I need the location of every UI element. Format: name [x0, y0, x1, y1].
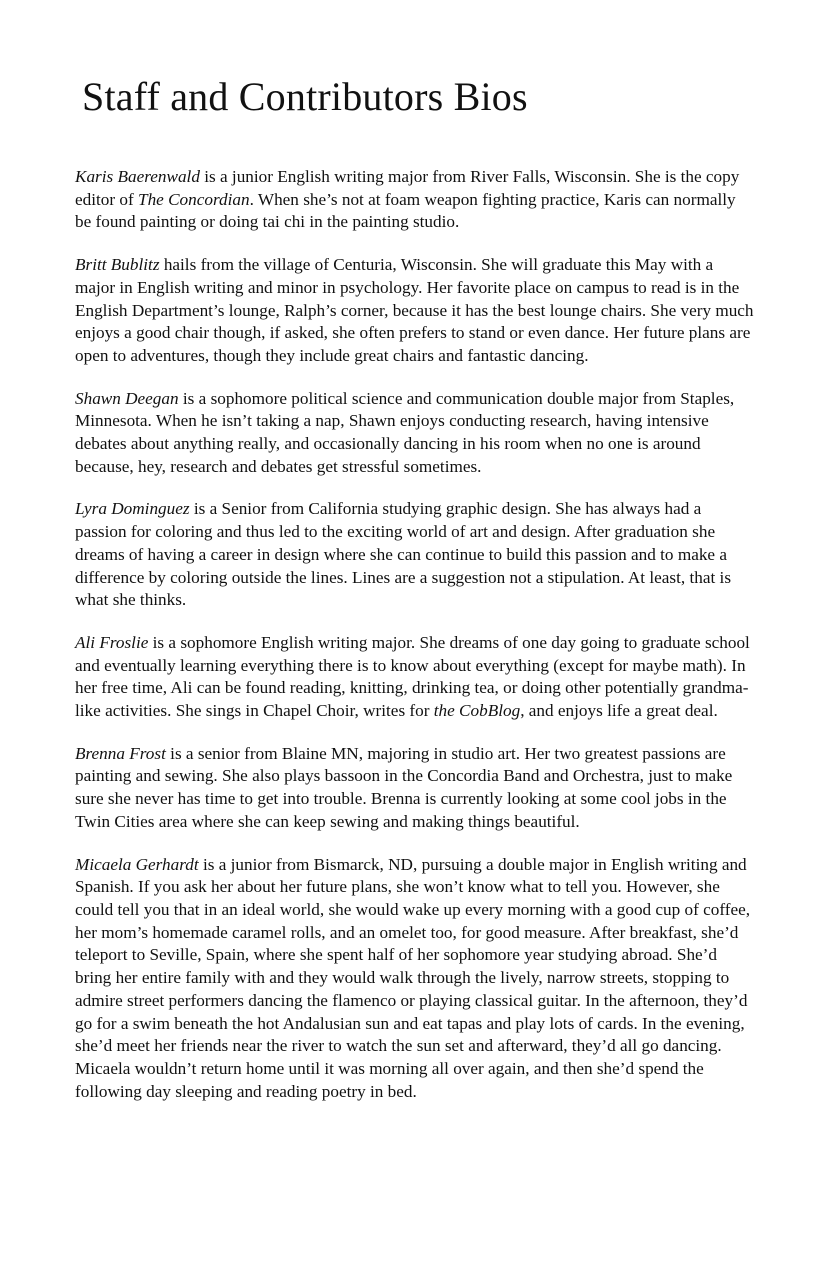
bio-text: is a junior English writing major from River Falls, Wisconsin. She is the copy editor of: [75, 167, 740, 209]
bio-paragraph: [75, 254, 755, 368]
bio-text: is a senior from Blaine MN, majoring in studio art. Her two greatest passions are painting and sewing. She also plays bassoon in the Concordia Band and Orchestra, just to make sure she never has time to get into trouble. Brenna is currently looking at some cool jobs in the Twin Cities area where she can keep sewing and making things beautiful.: [75, 743, 733, 831]
bio-name: Ali Froslie: [75, 632, 149, 652]
bio-name: Brenna Frost: [75, 743, 166, 763]
bio-paragraph: [75, 166, 755, 234]
bio-text: hails from the village of Centuria, Wisconsin. She will graduate this May with a major in English writing and minor in psychology. Her favorite place on campus to read is in the English Department’s lounge, Ralph’s corner, because it has the best lounge chairs. She very much enjoys a good chair though, if asked, she often prefers to stand or even dance. Her future plans are open to adventures, though they include great chairs and fantastic dancing.: [75, 255, 754, 365]
bio-name: Micaela Gerhardt: [75, 854, 199, 874]
bio-paragraph: [75, 498, 755, 612]
bio-text: is a junior from Bismarck, ND, pursuing a double major in English writing and Spanish. If you ask her about her future plans, she won’t know what to tell you. However, she could tell you that in an ideal world, she would wake up every morning with a good cup of coffee, her mom’s homemade caramel rolls, and an omelet too, for good measure. After breakfast, she’d teleport to Seville, Spain, where she spent half of her sophomore year studying abroad. She’d bring her entire family with and they would walk through the lively, narrow streets, stopping to admire street performers dancing the flamenco or playing classical guitar. In the afternoon, they’d go for a swim beneath the hot Andalusian sun and eat tapas and play lots of cards. In the evening, she’d meet her friends near the river to watch the sun set and afterward, they’d all go dancing. Micaela wouldn’t return home until it was morning all over again, and then she’d spend the following day sleeping and reading poetry in bed.: [75, 854, 751, 1101]
publication-title: the CobBlog: [433, 701, 521, 721]
bio-text: , and enjoys life a great deal.: [520, 701, 718, 721]
bio-paragraph: [75, 632, 755, 723]
bio-name: Karis Baerenwald: [75, 167, 200, 186]
bio-paragraph: [75, 388, 755, 479]
bio-text: is a sophomore English writing major. She dreams of one day going to graduate school and eventually learning everything there is to know about everything (except for maybe math). In her free time, Ali can be found reading, knitting, drinking tea, or doing other potentially grandma-like activities. She sings in Chapel Choir, writes for: [75, 632, 750, 721]
bio-name: Shawn Deegan: [75, 388, 179, 408]
bio-paragraph: [75, 743, 755, 834]
publication-title: The Concordian: [138, 189, 250, 209]
bio-text: is a Senior from California studying graphic design. She has always had a passion for coloring and thus led to the exciting world of art and design. After graduation she dreams of having a career in design where she can continue to build this passion and to make a difference by coloring outside the lines. Lines are a suggestion not a stipulation. At least, that is what she thinks.: [75, 499, 732, 610]
page-title: Staff and Contributors Bios: [82, 74, 528, 119]
bio-name: Britt Bublitz: [75, 255, 160, 275]
bio-text: is a sophomore political science and communication double major from Staples, Minnesota. When he isn’t taking a nap, Shawn enjoys conducting research, having intensive debates about anything really, and occasionally dancing in his room when no one is around because, hey, research and debates get stressful sometimes.: [75, 388, 735, 476]
bio-name: Lyra Dominguez: [75, 499, 190, 519]
bio-paragraph: [75, 854, 755, 1104]
bio-text: . When she’s not at foam weapon fighting practice, Karis can normally be found painting or doing tai chi in the painting studio.: [75, 189, 736, 232]
bios-list: [75, 166, 755, 1123]
